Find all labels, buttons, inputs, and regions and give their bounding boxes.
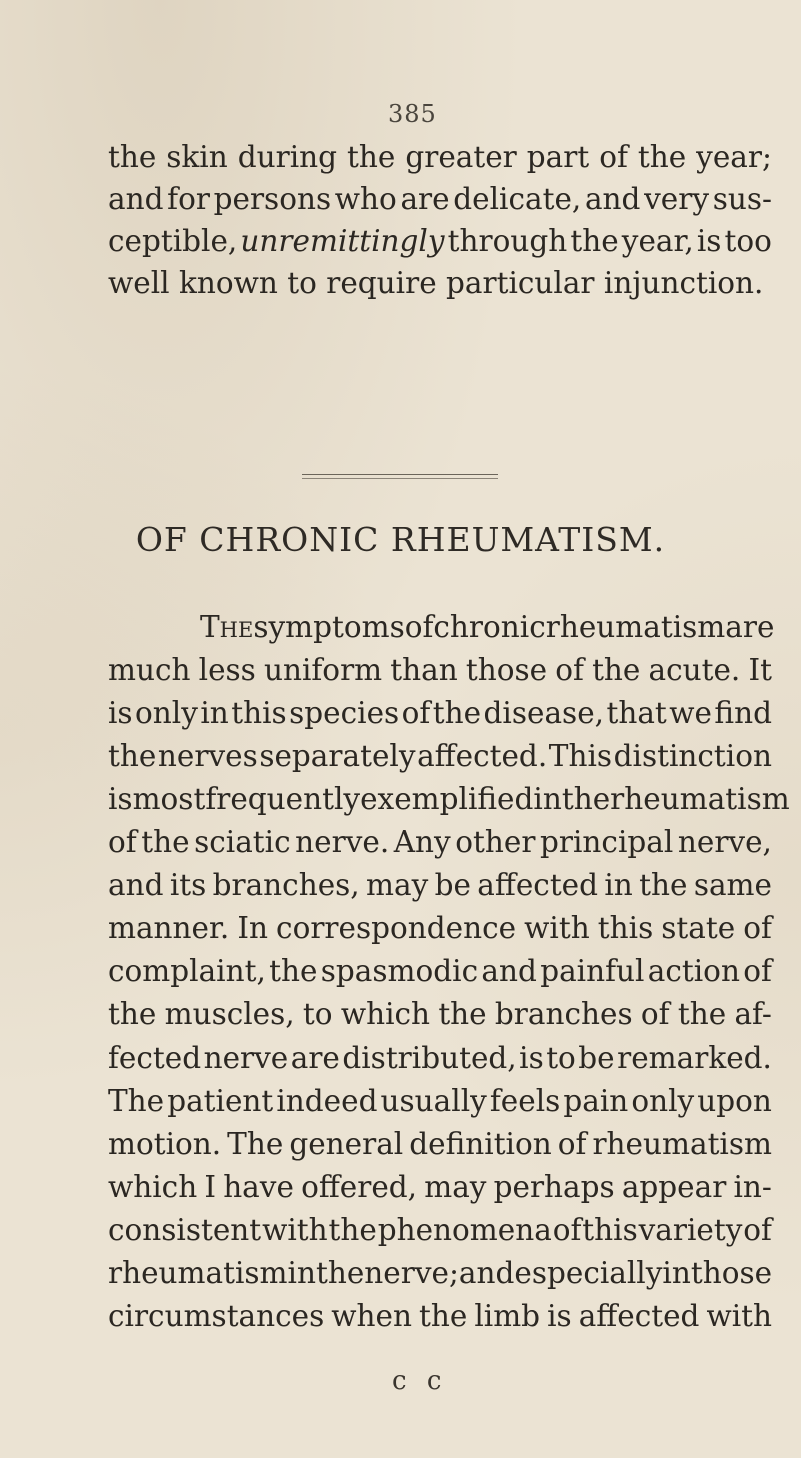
word: af- bbox=[734, 997, 772, 1031]
word: much bbox=[108, 653, 191, 687]
word: this bbox=[597, 911, 654, 945]
word: circumstances bbox=[108, 1299, 325, 1333]
word: indeed bbox=[276, 1084, 378, 1118]
text-line bbox=[108, 780, 790, 818]
word: year; bbox=[696, 140, 772, 174]
word: is bbox=[108, 782, 133, 816]
word: same bbox=[693, 868, 772, 902]
word: symptoms bbox=[253, 610, 405, 644]
word: offered, bbox=[301, 1170, 418, 1204]
word: who bbox=[334, 182, 397, 216]
word: of bbox=[743, 911, 772, 945]
word: too bbox=[724, 224, 772, 258]
text-line bbox=[108, 222, 772, 260]
word: the bbox=[639, 868, 688, 902]
word: in bbox=[200, 696, 229, 730]
word: of bbox=[640, 997, 670, 1031]
word: and bbox=[584, 182, 641, 216]
word: nerves bbox=[157, 739, 258, 773]
word: the bbox=[347, 140, 396, 174]
word: correspondence bbox=[276, 911, 517, 945]
word: in bbox=[604, 868, 633, 902]
word: part bbox=[526, 140, 590, 174]
word: species bbox=[289, 696, 400, 730]
word: and bbox=[481, 954, 537, 988]
word: affected. bbox=[417, 739, 548, 773]
word: we bbox=[669, 696, 712, 730]
word: affected bbox=[477, 868, 599, 902]
word: rheumatism bbox=[545, 610, 726, 644]
word: is bbox=[696, 224, 722, 258]
word: variety bbox=[638, 1213, 743, 1247]
word: the bbox=[328, 1213, 377, 1247]
word: with bbox=[706, 1299, 772, 1333]
word: muscles, bbox=[164, 997, 295, 1031]
word: action bbox=[647, 954, 740, 988]
word: definition bbox=[409, 1127, 552, 1161]
word: its bbox=[169, 868, 207, 902]
word: are bbox=[400, 182, 450, 216]
text-line bbox=[108, 995, 772, 1033]
section-heading: OF CHRONIC RHEUMATISM. bbox=[135, 520, 666, 559]
word: the bbox=[432, 696, 482, 730]
text-line bbox=[108, 180, 772, 218]
word: the bbox=[419, 1299, 468, 1333]
text-line bbox=[108, 1082, 772, 1120]
word: exemplified bbox=[360, 782, 534, 816]
word: of bbox=[599, 140, 628, 174]
word: motion. bbox=[108, 1127, 222, 1161]
word: distributed, bbox=[342, 1041, 517, 1075]
word: this bbox=[582, 1213, 638, 1247]
word: unremittingly bbox=[240, 224, 445, 258]
word: the bbox=[315, 1256, 365, 1290]
word: may bbox=[424, 1170, 487, 1204]
word: limb bbox=[474, 1299, 541, 1333]
word: of bbox=[743, 954, 772, 988]
word: year, bbox=[621, 224, 694, 258]
word: usually bbox=[380, 1084, 487, 1118]
word: pain bbox=[563, 1084, 629, 1118]
word: be bbox=[434, 868, 471, 902]
word: to bbox=[302, 997, 333, 1031]
word: nerve bbox=[203, 1041, 289, 1075]
word: other bbox=[455, 825, 536, 859]
word: manner. bbox=[108, 911, 230, 945]
word: have bbox=[223, 1170, 294, 1204]
word: distinction bbox=[613, 739, 772, 773]
word: the bbox=[637, 140, 687, 174]
word: are bbox=[290, 1041, 340, 1075]
word: less bbox=[198, 653, 256, 687]
page-number: 385 bbox=[388, 100, 437, 128]
word: I bbox=[204, 1170, 217, 1204]
word: general bbox=[289, 1127, 404, 1161]
word: perhaps bbox=[493, 1170, 615, 1204]
word: appear bbox=[621, 1170, 727, 1204]
text-line bbox=[108, 909, 772, 947]
word: with bbox=[524, 911, 590, 945]
word: acute. bbox=[648, 653, 741, 687]
word: only bbox=[135, 696, 198, 730]
text-line bbox=[108, 1254, 772, 1292]
word: upon bbox=[697, 1084, 772, 1118]
word: chronic bbox=[433, 610, 546, 644]
word: the bbox=[108, 140, 157, 174]
word: be bbox=[578, 1041, 615, 1075]
text-line bbox=[108, 866, 772, 904]
word: principal bbox=[540, 825, 674, 859]
word: find bbox=[714, 696, 772, 730]
text-line bbox=[108, 952, 772, 990]
word: sus- bbox=[712, 182, 772, 216]
word: the bbox=[677, 997, 727, 1031]
word: the bbox=[108, 997, 157, 1031]
word: delicate, bbox=[453, 182, 582, 216]
word: consistent bbox=[108, 1213, 262, 1247]
word: uniform bbox=[263, 653, 383, 687]
text-line bbox=[108, 823, 772, 861]
word: rheumatism bbox=[592, 1127, 772, 1161]
text-line bbox=[108, 1168, 772, 1206]
word: is bbox=[547, 1299, 572, 1333]
text-line bbox=[108, 651, 772, 689]
word: the bbox=[269, 954, 318, 988]
word: during bbox=[237, 140, 338, 174]
text-line bbox=[108, 694, 772, 732]
word: the bbox=[561, 782, 611, 816]
word: rheumatism bbox=[610, 782, 790, 816]
word: especially bbox=[514, 1256, 663, 1290]
word: this bbox=[231, 696, 287, 730]
text-line bbox=[108, 1039, 772, 1077]
word: branches, bbox=[212, 868, 360, 902]
word: affected bbox=[578, 1299, 700, 1333]
section-divider bbox=[302, 474, 498, 479]
word: patient bbox=[167, 1084, 274, 1118]
word: of bbox=[743, 1213, 772, 1247]
word: The bbox=[108, 1084, 165, 1118]
word: of bbox=[557, 1127, 587, 1161]
word: nerve; bbox=[364, 1256, 459, 1290]
word: when bbox=[331, 1299, 412, 1333]
word: the bbox=[570, 224, 619, 258]
word: the bbox=[592, 653, 641, 687]
word: the bbox=[141, 825, 190, 859]
word: of bbox=[401, 696, 431, 730]
word: those bbox=[690, 1256, 773, 1290]
word: of bbox=[555, 653, 584, 687]
signature-mark: c c bbox=[392, 1366, 448, 1396]
word: remarked. bbox=[617, 1041, 772, 1075]
word: sciatic bbox=[194, 825, 291, 859]
word: well known to require particular injunction. bbox=[108, 266, 764, 300]
word: the bbox=[438, 997, 487, 1031]
word: ceptible, bbox=[108, 224, 238, 258]
word: only bbox=[631, 1084, 695, 1118]
word: in bbox=[533, 782, 562, 816]
text-line bbox=[108, 1125, 772, 1163]
word: persons bbox=[213, 182, 332, 216]
word: state bbox=[661, 911, 736, 945]
word: is bbox=[519, 1041, 544, 1075]
first-word: The bbox=[200, 610, 254, 644]
text-line bbox=[108, 737, 772, 775]
word: for bbox=[167, 182, 210, 216]
word: of bbox=[404, 610, 434, 644]
word: through bbox=[447, 224, 568, 258]
word: Any bbox=[393, 825, 451, 859]
word: greater bbox=[405, 140, 517, 174]
word: and bbox=[108, 868, 164, 902]
word: complaint, bbox=[108, 954, 266, 988]
word: This bbox=[548, 739, 613, 773]
text-line bbox=[108, 138, 772, 176]
word: in- bbox=[733, 1170, 772, 1204]
word: frequently bbox=[205, 782, 361, 816]
word: nerve. bbox=[295, 825, 390, 859]
word: In bbox=[237, 911, 268, 945]
word: spasmodic bbox=[320, 954, 479, 988]
word: It bbox=[748, 653, 772, 687]
word: very bbox=[644, 182, 710, 216]
word: and bbox=[458, 1256, 515, 1290]
word: which bbox=[340, 997, 431, 1031]
word: in bbox=[662, 1256, 691, 1290]
word: rheumatism bbox=[108, 1256, 288, 1290]
text-line bbox=[108, 1297, 772, 1335]
word: branches bbox=[494, 997, 633, 1031]
word: phenomena bbox=[377, 1213, 552, 1247]
word: are bbox=[725, 610, 775, 644]
word: separately bbox=[259, 739, 416, 773]
word: may bbox=[366, 868, 429, 902]
word: The bbox=[227, 1127, 284, 1161]
word: which bbox=[108, 1170, 198, 1204]
word: painful bbox=[540, 954, 645, 988]
text-line bbox=[108, 1211, 772, 1249]
word: most bbox=[132, 782, 206, 816]
word: nerve, bbox=[677, 825, 772, 859]
word: of bbox=[552, 1213, 582, 1247]
word: skin bbox=[166, 140, 228, 174]
word: fected bbox=[108, 1041, 202, 1075]
word: is bbox=[108, 696, 133, 730]
word: the bbox=[108, 739, 157, 773]
word: disease, bbox=[483, 696, 605, 730]
word: in bbox=[287, 1256, 316, 1290]
word: with bbox=[262, 1213, 328, 1247]
word: than bbox=[390, 653, 458, 687]
word: those bbox=[465, 653, 548, 687]
text-line bbox=[200, 608, 775, 646]
word: to bbox=[546, 1041, 576, 1075]
word: that bbox=[606, 696, 667, 730]
word: and bbox=[108, 182, 164, 216]
word: feels bbox=[489, 1084, 561, 1118]
text-line bbox=[108, 264, 763, 302]
word: of bbox=[108, 825, 137, 859]
